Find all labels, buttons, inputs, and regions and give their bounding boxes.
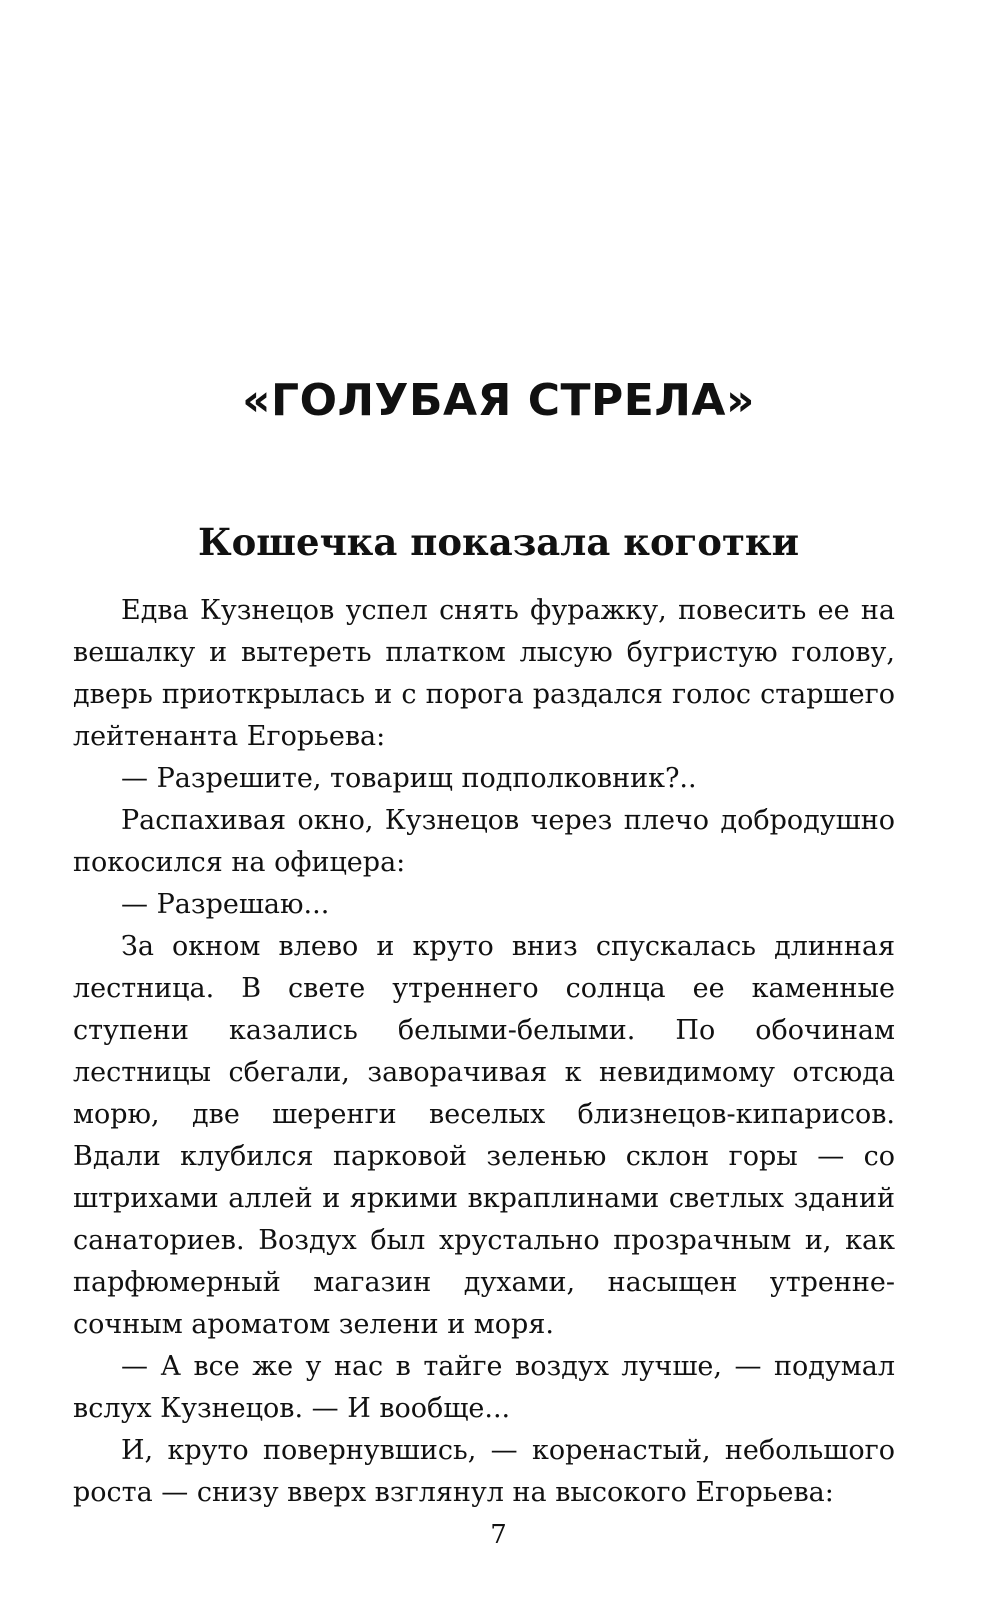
chapter-title: Кошечка показала коготки: [197, 520, 800, 564]
body-text: [73, 590, 895, 1514]
paragraph: Распахивая окно, Кузнецов через плечо добродушно покосился на офицера:: [73, 805, 895, 878]
paragraph: Едва Кузнецов успел снять фуражку, повесить ее на вешалку и вытереть платком лысую бугристую голову, дверь приоткрылась и с порога раздался голос старшего лейтенанта Егорьева:: [73, 595, 895, 752]
paragraph: За окном влево и круто вниз спускалась длинная лестница. В свете утреннего солнца ее каменные ступени казались белыми-белыми. По обочинам лестницы сбегали, заворачивая к невидимому отсюда морю, две шеренги веселых близнецов-кипарисов. Вдали клубился парковой зеленью склон горы — со штрихами аллей и яркими вкраплинами светлых зданий санаториев. Воздух был хрустально прозрачным и, как парфюмерный магазин духами, насыщен утренне-сочным ароматом зелени и моря.: [73, 931, 895, 1340]
paragraph: И, круто повернувшись, — коренастый, небольшого роста — снизу вверх взглянул на высокого Егорьева:: [73, 1435, 895, 1508]
paragraph: — Разрешите, товарищ подполковник?..: [121, 763, 697, 794]
paragraph: — А все же у нас в тайге воздух лучше, — подумал вслух Кузнецов. — И вообще...: [73, 1351, 895, 1424]
part-title: «ГОЛУБАЯ СТРЕЛА»: [242, 375, 755, 426]
page-number: 7: [490, 1520, 507, 1550]
paragraph: — Разрешаю...: [121, 889, 330, 920]
